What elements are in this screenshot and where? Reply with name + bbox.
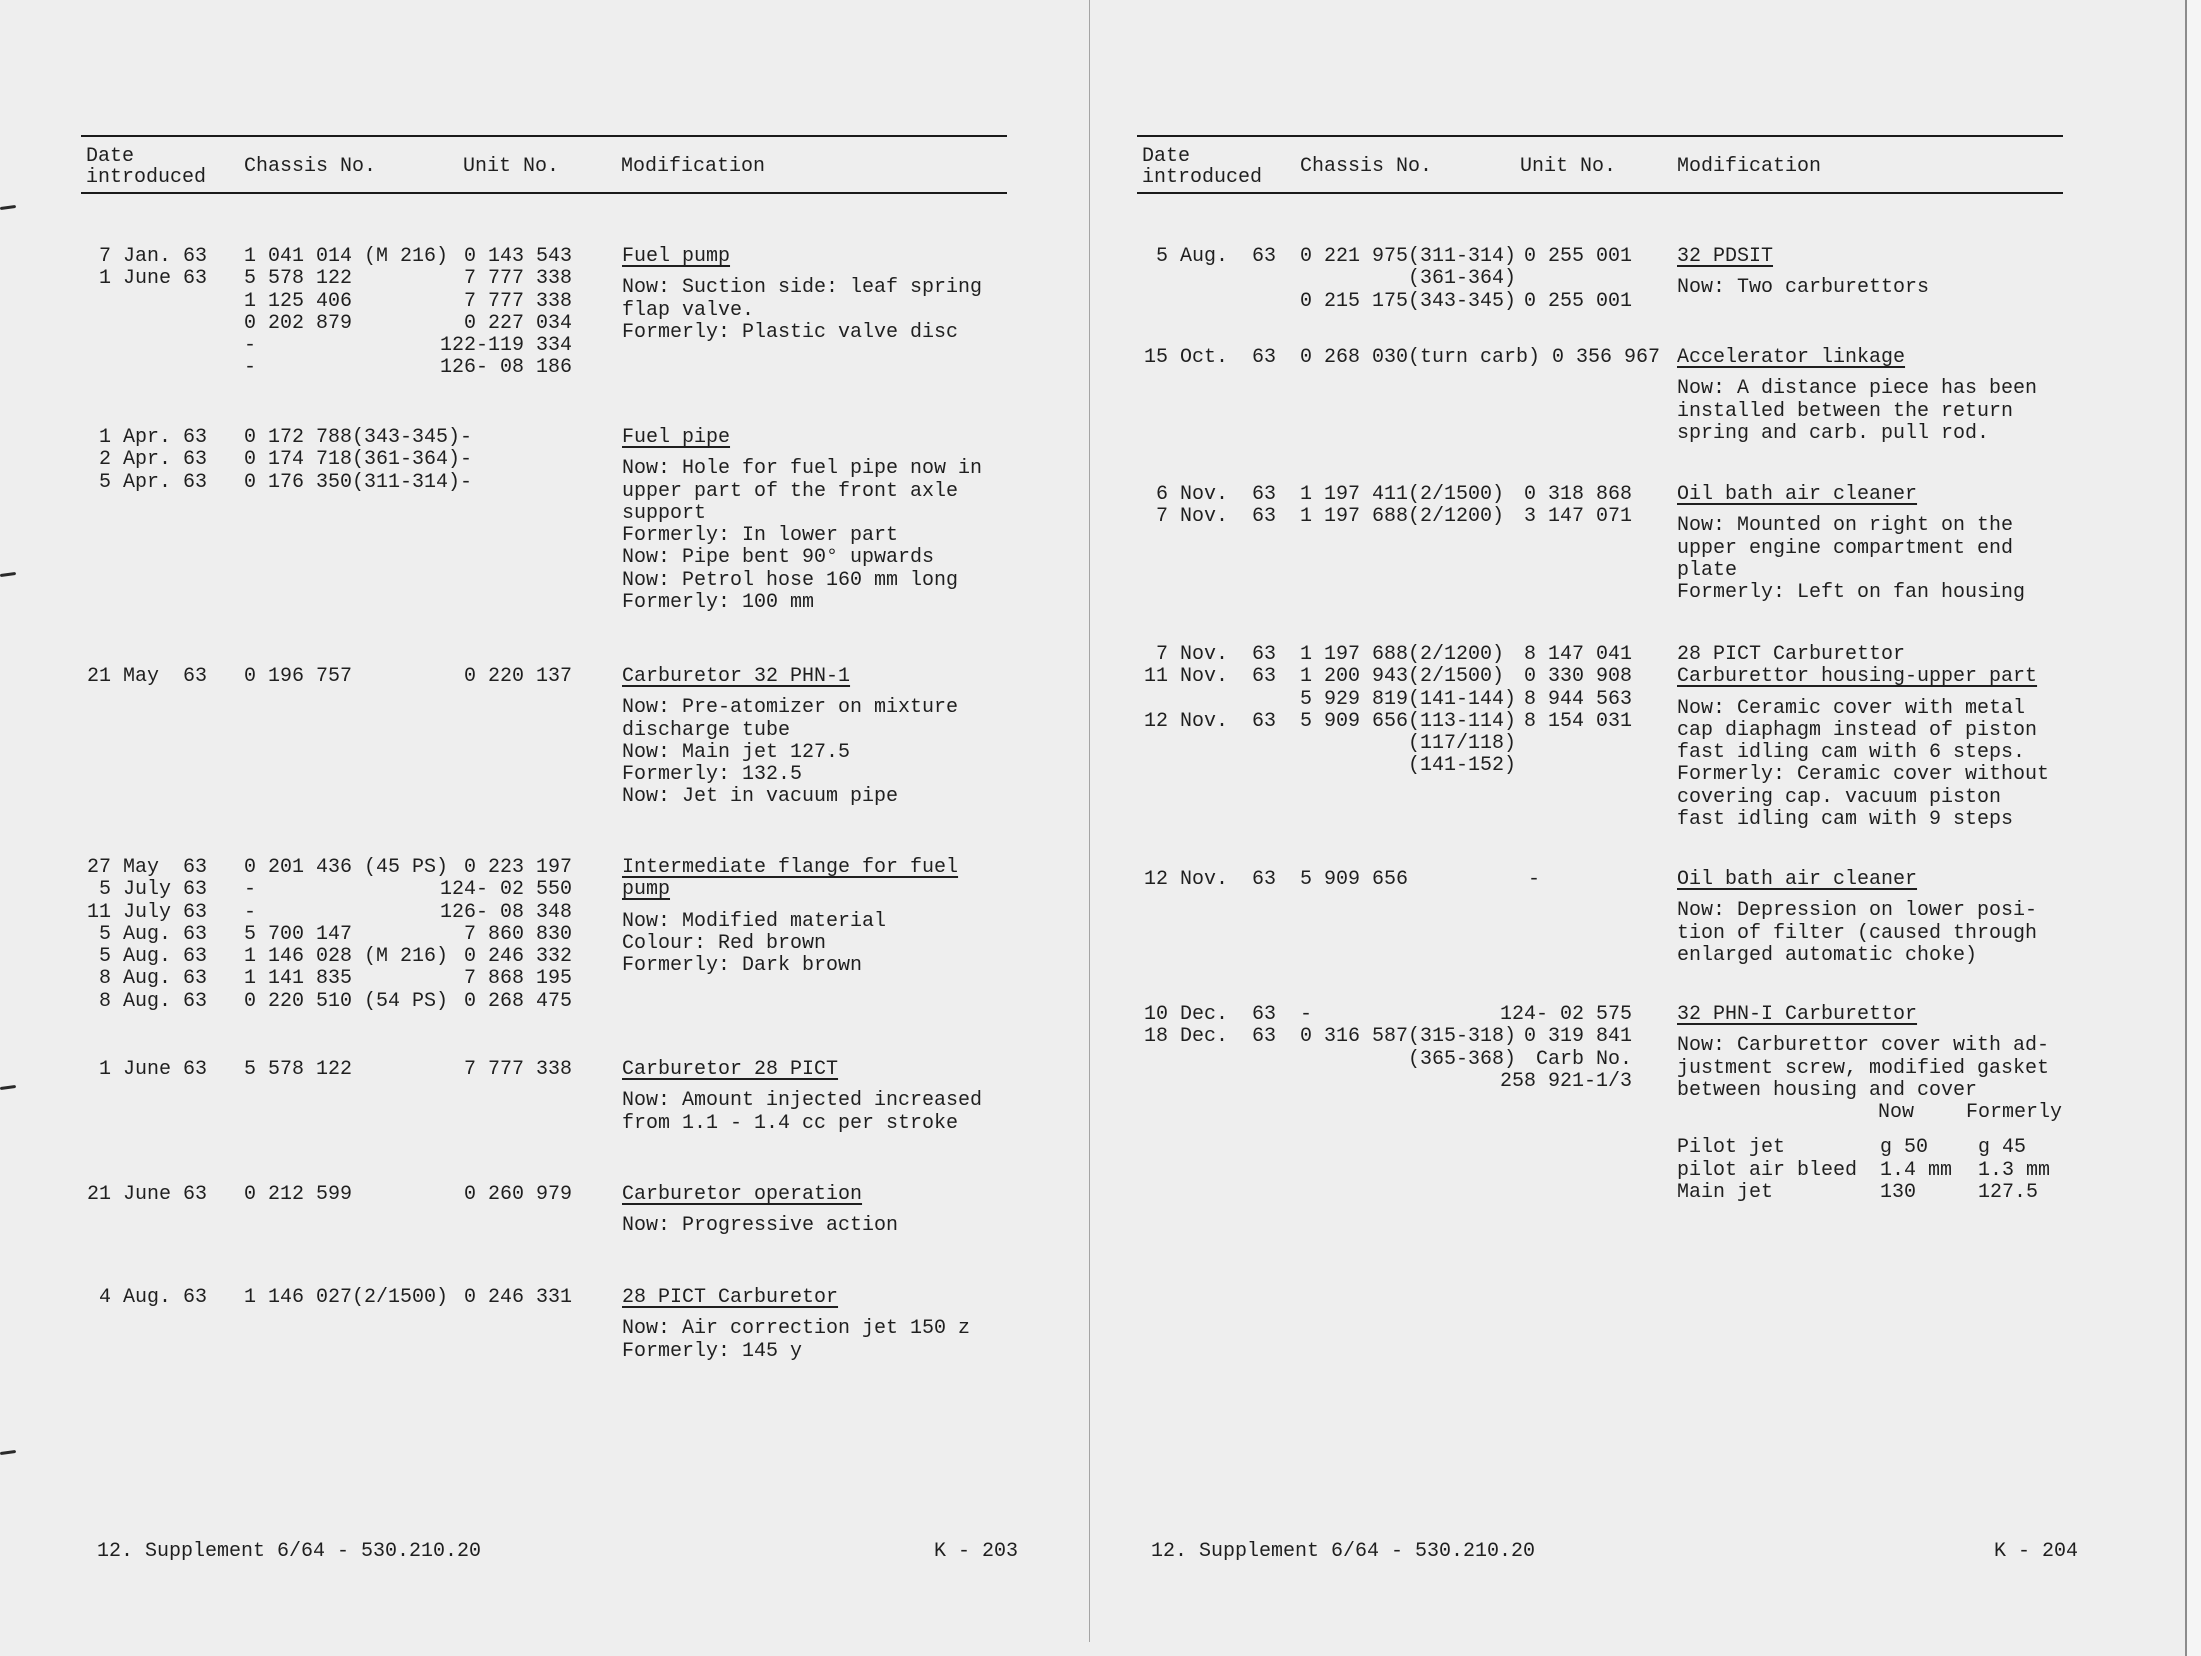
chassis-cell: - [244,878,257,902]
modification-line: tion of filter (caused through [1677,921,2038,945]
modification-description [1677,1035,2049,1102]
modification-component: 28 PICT Carburettor [1677,643,1906,666]
chassis-cell: 0 176 350(311-314)- [244,470,473,494]
modification-description [622,697,958,808]
modification-line: fast idling cam with 6 steps. [1677,741,2026,765]
unit-cell: 0 227 034 [463,311,572,335]
chassis-cell: (361-364) [1300,267,1517,291]
jet-formerly-value: 127.5 [1978,1181,2039,1205]
chassis-cell: 0 201 436 (45 PS) [244,856,449,879]
chassis-cell: 5 578 122 [244,267,353,291]
header-rule-top [81,135,1007,137]
modification-entry [0,246,1089,380]
jet-table-row [1677,1137,2049,1159]
date-cell: 1 June 63 [98,1058,207,1081]
unit-cell: - [1528,868,1541,891]
modification-description [1677,277,1929,299]
chassis-cell: 1 197 688(2/1200) [1300,643,1505,666]
jet-now-value: g 50 [1880,1136,1929,1160]
unit-cell: 8 147 041 [1523,643,1632,666]
modification-line: Now: Main jet 127.5 [622,740,851,764]
modification-cell [622,427,982,614]
modification-entry [1090,1003,2185,1205]
page-edge-line [2185,0,2187,1656]
jet-comparison-table [1677,1101,2063,1205]
modification-cell [1677,644,2049,831]
modification-line: Now: A distance piece has been [1677,377,2038,401]
chassis-cell: 0 316 587(315-318) [1300,1025,1517,1049]
modification-title: 32 PHN-I Carburettor [1677,1003,1918,1026]
modification-entry [0,1058,1089,1135]
modification-title: Oil bath air cleaner [1677,868,1918,891]
jet-part: pilot air bleed [1677,1158,1858,1182]
column-header-unit: Unit No. [1520,155,1617,178]
modification-description [622,911,958,978]
modification-line: Formerly: Dark brown [622,954,863,978]
modification-title: Fuel pipe [622,426,731,449]
chassis-cell: 0 268 030(turn carb) [1300,346,1541,369]
modification-entry [1090,643,2185,832]
date-cell: 27 May 63 [86,856,207,879]
date-cell: 8 Aug. 63 [98,967,207,991]
modification-description [622,277,982,344]
modification-line: Now: Suction side: leaf spring [622,276,983,300]
unit-cell: 0 246 331 [463,1286,572,1309]
modification-line: Now: Petrol hose 160 mm long [622,568,959,592]
chassis-cell: 1 197 688(2/1200) [1300,505,1505,529]
modification-line: Formerly: Plastic valve disc [622,320,959,344]
column-header-modification: Modification [1677,155,1822,178]
unit-cell: 122-119 334 [439,334,572,358]
chassis-cell: - [244,900,257,924]
modification-line: between housing and cover [1677,1078,1978,1102]
header-rule-top [1137,135,2063,137]
modification-line: upper part of the front axle [622,479,959,503]
chassis-cell: - [244,334,257,358]
chassis-cell: 0 215 175(343-345) [1300,289,1517,313]
modification-line: spring and carb. pull rod. [1677,421,1990,445]
unit-cell: 0 319 841 [1523,1025,1632,1049]
modification-line: Now: Modified material [622,909,887,933]
chassis-cell: (117/118) [1300,732,1517,756]
unit-cell: 7 860 830 [463,922,572,946]
modification-line: Formerly: 132.5 [622,763,803,787]
modification-line: Now: Depression on lower posi- [1677,899,2038,923]
unit-cell: 0 220 137 [463,665,572,688]
table-row [1090,246,2185,268]
date-cell: 21 June 63 [86,1183,207,1206]
chassis-cell: 0 172 788(343-345)- [244,426,473,449]
date-cell: 7 Jan. 63 [98,245,207,268]
modification-description [1677,900,2037,967]
table-row [0,357,1089,379]
date-cell: 5 July 63 [98,878,207,902]
modification-title: Oil bath air cleaner [1677,483,1918,506]
date-cell: 11 Nov. 63 [1143,665,1276,689]
chassis-cell: 5 578 122 [244,1058,353,1081]
modification-title: Carburetor operation [622,1183,863,1206]
modification-line: Now: Progressive action [622,1214,899,1238]
chassis-cell: 0 221 975(311-314) [1300,245,1517,268]
modification-line: Formerly: 145 y [622,1339,803,1363]
column-header-date: introduced [86,166,207,189]
column-header-chassis: Chassis No. [1300,155,1433,178]
date-cell: 2 Apr. 63 [98,448,207,472]
unit-cell: 0 223 197 [463,856,572,879]
right-page [1090,0,2185,1656]
column-header-unit: Unit No. [463,155,560,178]
modification-title: Intermediate flange for fuel [622,856,959,879]
date-cell: 10 Dec. 63 [1143,1003,1276,1026]
jet-part: Pilot jet [1677,1136,1786,1160]
chassis-cell: 0 174 718(361-364)- [244,448,473,472]
date-cell: 1 Apr. 63 [98,426,207,449]
jet-table-row [1677,1160,2049,1182]
jet-part: Main jet [1677,1181,1774,1205]
modification-cell [622,857,958,977]
chassis-cell: 5 700 147 [244,922,353,946]
column-header-date: Date [1142,145,1191,168]
unit-cell: 0 260 979 [463,1183,572,1206]
modification-entry [1090,483,2185,605]
modification-line: Now: Mounted on right on the [1677,514,2014,538]
modification-entry [1090,246,2185,313]
date-cell: 8 Aug. 63 [98,989,207,1013]
unit-cell: 7 868 195 [463,967,572,991]
modification-line: Formerly: Ceramic cover without [1677,763,2050,787]
modification-description [1677,698,2049,832]
jet-header-now: Now [1878,1101,1915,1125]
chassis-cell: - [1300,1003,1313,1026]
date-cell: 5 Aug. 63 [98,945,207,969]
chassis-cell: 1 041 014 (M 216) [244,245,449,268]
chassis-cell: 1 141 835 [244,967,353,991]
date-cell: 15 Oct. 63 [1143,346,1276,369]
modification-description [622,458,982,614]
chassis-cell: 0 220 510 (54 PS) [244,989,449,1013]
modification-cell [1677,869,2037,967]
chassis-cell: 1 200 943(2/1500) [1300,665,1505,689]
modification-entry [0,857,1089,1013]
date-cell: 21 May 63 [86,665,207,688]
modification-description [1677,515,2025,604]
modification-line: Now: Pre-atomizer on mixture [622,696,959,720]
unit-cell: 126- 08 186 [439,356,572,380]
modification-title: Carburetor 32 PHN-1 [622,665,851,688]
left-page [0,0,1089,1656]
modification-title: 28 PICT Carburetor [622,1286,839,1309]
column-header-chassis: Chassis No. [244,155,377,178]
modification-entry [1090,346,2185,445]
modification-description [622,1318,970,1363]
jet-table-header [1677,1101,2063,1125]
unit-cell: 124- 02 550 [439,878,572,902]
header-rule-bottom [81,192,1007,194]
modification-cell [622,1059,982,1135]
unit-cell: 8 154 031 [1523,709,1632,733]
modification-entry [1090,868,2185,967]
modification-line: fast idling cam with 9 steps [1677,808,2014,832]
unit-cell: 0 356 967 [1551,346,1660,369]
unit-cell: 0 246 332 [463,945,572,969]
unit-cell: 0 255 001 [1523,245,1632,268]
chassis-cell: 0 196 757 [244,665,353,688]
jet-header-formerly: Formerly [1966,1101,2063,1125]
modification-entry [0,426,1089,615]
unit-cell: 0 330 908 [1523,665,1632,689]
modification-line: Now: Two carburettors [1677,276,1930,300]
jet-formerly-value: 1.3 mm [1978,1158,2051,1182]
chassis-cell: 1 146 027(2/1500) [244,1286,449,1309]
paper-margin [2187,0,2201,1656]
modification-line: upper engine compartment end [1677,536,2014,560]
modification-description [622,1090,982,1135]
modification-cell [622,1184,898,1238]
column-header-modification: Modification [621,155,766,178]
modification-line: Now: Pipe bent 90° upwards [622,546,935,570]
modification-title: Carburetor 28 PICT [622,1058,839,1081]
modification-cell [622,246,982,344]
header-rule-bottom [1137,192,2063,194]
table-row [0,1184,1089,1206]
modification-title: Accelerator linkage [1677,346,1906,369]
date-cell: 1 June 63 [98,267,207,291]
chassis-cell: 1 125 406 [244,289,353,313]
jet-now-value: 1.4 mm [1880,1158,1953,1182]
modification-line: flap valve. [622,298,755,322]
modification-line: Now: Ceramic cover with metal [1677,696,2026,720]
modification-line: support [622,501,707,525]
table-row [0,991,1089,1013]
modification-line: justment screw, modified gasket [1677,1056,2050,1080]
modification-line: Formerly: 100 mm [622,591,815,615]
modification-line: Formerly: In lower part [622,524,899,548]
modification-cell [1677,1003,2063,1205]
modification-title: 32 PDSIT [1677,245,1774,268]
table-row [1090,268,2185,290]
chassis-cell: 5 909 656 [1300,868,1409,891]
column-header-date: Date [86,145,135,168]
modification-line: Now: Jet in vacuum pipe [622,785,899,809]
modification-line: plate [1677,558,1738,582]
chassis-cell: - [244,356,257,380]
modification-line: Now: Air correction jet 150 z [622,1317,971,1341]
page-number: K - 203 [934,1540,1019,1563]
chassis-cell: 0 212 599 [244,1183,353,1206]
unit-cell: 126- 08 348 [439,900,572,924]
footer-supplement: 12. Supplement 6/64 - 530.210.20 [1151,1540,1536,1563]
modification-line: Now: Amount injected increased [622,1089,983,1113]
modification-entry [0,1183,1089,1238]
chassis-cell: (141-152) [1300,754,1517,778]
date-cell: 11 July 63 [86,900,207,924]
modification-cell [622,666,958,809]
modification-entry [0,665,1089,809]
unit-cell: 8 944 563 [1523,687,1632,711]
modification-description [1677,378,2037,445]
unit-cell: 7 777 338 [463,1058,572,1081]
modification-description [622,1215,898,1237]
unit-cell: 0 255 001 [1523,289,1632,313]
modification-line: enlarged automatic choke) [1677,943,1978,967]
date-cell: 5 Aug. 63 [98,922,207,946]
modification-cell [1677,347,2037,445]
date-cell: 4 Aug. 63 [98,1286,207,1309]
unit-cell: Carb No. [1535,1047,1632,1071]
modification-entry [0,1286,1089,1363]
modification-title: pump [622,878,671,902]
footer-supplement: 12. Supplement 6/64 - 530.210.20 [97,1540,482,1563]
chassis-cell: 1 146 028 (M 216) [244,945,449,969]
modification-line: covering cap. vacuum piston [1677,785,2002,809]
modification-line: Now: Hole for fuel pipe now in [622,457,983,481]
date-cell: 18 Dec. 63 [1143,1025,1276,1049]
unit-cell: 124- 02 575 [1499,1003,1632,1026]
modification-line: Now: Carburettor cover with ad- [1677,1034,2050,1058]
chassis-cell: 5 909 656(113-114) [1300,709,1517,733]
date-cell: 5 Apr. 63 [98,470,207,494]
jet-table-row [1677,1182,2049,1204]
unit-cell: 0 268 475 [463,989,572,1013]
modification-title: Fuel pump [622,245,731,268]
chassis-cell: (365-368) [1300,1047,1517,1071]
chassis-cell: 1 197 411(2/1500) [1300,483,1505,506]
modification-cell [1677,246,1929,300]
modification-line: Colour: Red brown [622,931,827,955]
modification-line: from 1.1 - 1.4 cc per stroke [622,1111,959,1135]
modification-line: discharge tube [622,718,791,742]
date-cell: 12 Nov. 63 [1143,709,1276,733]
date-cell: 6 Nov. 63 [1155,483,1276,506]
modification-line: cap diaphagm instead of piston [1677,718,2038,742]
modification-cell [622,1287,970,1363]
modification-cell [1677,484,2025,604]
page-number: K - 204 [1994,1540,2079,1563]
unit-cell: 0 143 543 [463,245,572,268]
jet-formerly-value: g 45 [1978,1136,2027,1160]
unit-cell: 0 318 868 [1523,483,1632,506]
table-row [1090,291,2185,313]
jet-now-value: 130 [1880,1181,1917,1205]
modification-line: Formerly: Left on fan housing [1677,581,2026,605]
modification-line: installed between the return [1677,399,2014,423]
modification-title: Carburettor housing-upper part [1677,665,2038,689]
unit-cell: 7 777 338 [463,289,572,313]
unit-cell: 3 147 071 [1523,505,1632,529]
column-header-date: introduced [1142,166,1263,189]
date-cell: 7 Nov. 63 [1155,505,1276,529]
chassis-cell: 0 202 879 [244,311,353,335]
unit-cell: 258 921-1/3 [1499,1069,1632,1093]
date-cell: 7 Nov. 63 [1155,643,1276,666]
unit-cell: 7 777 338 [463,267,572,291]
chassis-cell: 5 929 819(141-144) [1300,687,1517,711]
date-cell: 12 Nov. 63 [1143,868,1276,891]
date-cell: 5 Aug. 63 [1155,245,1276,268]
